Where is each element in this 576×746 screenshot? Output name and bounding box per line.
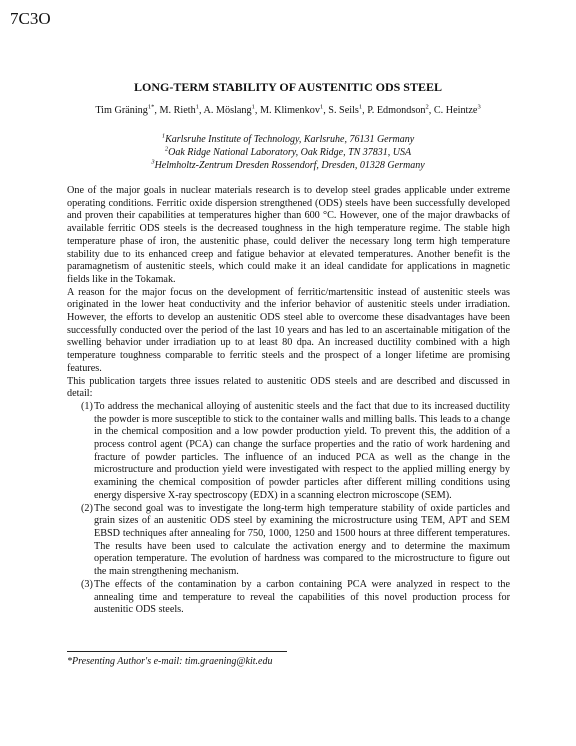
- paper-code: 7C3O: [10, 9, 51, 28]
- author: M. Rieth$^1$: [159, 103, 199, 116]
- abstract-body: [67, 185, 510, 617]
- affiliation: $^1$Karlsruhe Institute of Technology, Karlsruhe, 76131 Germany: [161, 132, 415, 145]
- body-paragraph: This publication targets three issues related to austenitic ODS steels and are described and discussed in detail:: [67, 375, 510, 400]
- body-paragraph: A reason for the major focus on the development of ferritic/martensitic instead of austenitic steels was originated in the lower heat conductivity and the inferior behavior of austenitic steels under irradiation. However, the efforts to develop an austenitic ODS steel able to overcome these disadvantages have been successfully conducted over the period of the last 10 years and has led to an ascertainable mitigation of the swelling behavior under irradiation up to at least 80 dpa. An increased ductility combined with a high temperature toughness comparable to ferritic steels and the prospect of a longer lifetime are promising features.: [67, 286, 510, 374]
- author: P. Edmondson$^2$: [367, 103, 429, 116]
- author: M. Klimenkov$^1$: [259, 103, 324, 116]
- author: S. Seils$^1$: [328, 103, 363, 116]
- footnote-divider: [67, 651, 287, 652]
- paper-title: LONG-TERM STABILITY OF AUSTENITIC ODS STEEL: [134, 80, 442, 94]
- author: A. Möslang$^1$: [203, 103, 255, 116]
- affiliation: $^3$Helmholtz-Zentrum Dresden Rossendorf, Dresden, 01328 Germany: [151, 158, 425, 171]
- author-list: Tim Gräning$^{1*}$, M. Rieth$^1$, A. Möslang$^1$, M. Klimenkov$^1$, S. Seils$^1$, P. Edmondson$^2$, C. Heintze$^3$: [95, 103, 481, 116]
- affiliation-list: [0, 133, 576, 172]
- author: Tim Gräning$^{1*}$: [95, 103, 155, 116]
- list-item: (2) The second goal was to investigate the long-term high temperature stability of oxide particles and grain sizes of an austenitic ODS steel by examining the microstructure using TEM, APT and SEM EBSD techniques after annealing for 750, 1000, 1250 and 1500 hours at three different temperatures. The results have been used to calculate the activation energy and to determine the maximum operation temperature. The evolution of hardness was compared to the microstructure to figure out the main strengthening mechanism.: [81, 502, 510, 578]
- list-item: (1) To address the mechanical alloying of austenitic steels and the fact that due to its increased ductility the powder is more susceptible to stick to the container walls and milling balls. This leads to a change in the chemical composition and a low powder production yield. To prevent this, the addition of a process control agent (PCA) can change the surface properties and the ratio of work hardening and fracture of powder particles. The influence of an induced PCA as well as the change in the microstructure and production yield were investigated with respect to the applied milling energy by examining the chemical composition of powder particles after different milling conditions using energy dispersive X-ray spectroscopy (EDX) in a scanning electron microscope (SEM).: [81, 400, 510, 501]
- goal-list: [67, 401, 510, 617]
- footnote: *Presenting Author's e-mail: tim.graening@kit.edu: [67, 656, 273, 667]
- author: C. Heintze$^3$: [433, 103, 481, 116]
- body-paragraph: One of the major goals in nuclear materials research is to develop steel grades applicable under extreme operating conditions. Ferritic oxide dispersion strengthened (ODS) steels have been successfully developed and proven their capabilities at temperatures higher than 600 °C. However, one of the major drawbacks of available ferritic ODS steels is the decreased toughness in the high temperature regime. The stable high temperature phase of iron, the austenitic phase, could deliver the necessary long term high temperature stability due to its enhanced creep and fatigue behavior at elevated temperatures. Another benefit is the paramagnetism of austenitic steels, which could make it an ideal candidate for applications in magnetic fields like in the Tokamak.: [67, 185, 510, 285]
- affiliation: $^2$Oak Ridge National Laboratory, Oak Ridge, TN 37831, USA: [164, 145, 412, 158]
- list-item: (3) The effects of the contamination by a carbon containing PCA were analyzed in respect to the annealing time and temperature to reveal the capabilities of this novel production process for austenitic ODS steels.: [81, 578, 510, 616]
